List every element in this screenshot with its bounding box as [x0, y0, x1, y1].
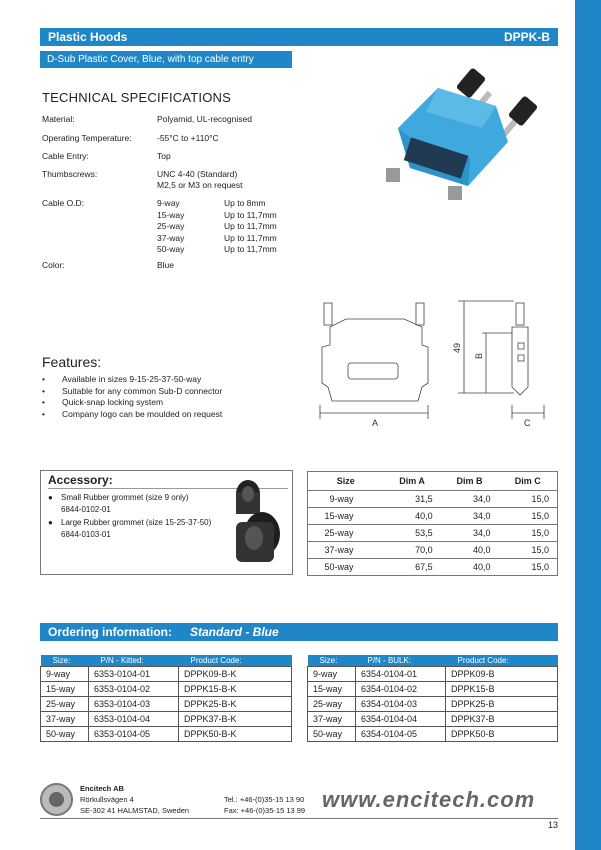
dim-c-label: C	[524, 418, 531, 428]
spec-label-cable-od: Cable O.D:	[42, 198, 85, 208]
table-row	[308, 666, 558, 681]
table-row	[308, 681, 558, 696]
cell: 37-way	[308, 711, 356, 726]
tech-spec-title: TECHNICAL SPECIFICATIONS	[42, 90, 231, 105]
ordering-kitted-table	[40, 655, 292, 742]
cell: 15,0	[498, 525, 557, 542]
address-line: Rörkullsvägen 4	[80, 795, 134, 804]
cable-od-value: Up to 11,7mm	[224, 209, 277, 220]
accessory-item-small	[48, 492, 189, 515]
table-row	[41, 681, 292, 696]
cell: 6353-0104-03	[89, 696, 179, 711]
cell: DPPK50-B	[446, 726, 558, 741]
spec-value-temp: -55°C to +110°C	[157, 133, 219, 143]
thumbscrew-icon	[456, 67, 487, 98]
page-number: 13	[548, 820, 559, 830]
spec-label-color: Color:	[42, 260, 65, 270]
table-row	[41, 711, 292, 726]
table-row	[308, 711, 558, 726]
certification-seal-icon	[40, 783, 73, 816]
footer-divider	[40, 818, 558, 819]
table-row	[41, 666, 292, 681]
cable-od-value: Up to 11,7mm	[224, 232, 277, 243]
cell: 40,0	[384, 508, 441, 525]
cable-od-value: Up to 11,7mm	[224, 221, 277, 231]
table-row	[308, 508, 558, 525]
cell: 53,5	[384, 525, 441, 542]
ordering-bulk-table	[307, 655, 558, 742]
product-subtitle: D-Sub Plastic Cover, Blue, with top cable entry	[40, 51, 292, 68]
cell: 15,0	[498, 542, 557, 559]
dim-a-label: A	[372, 418, 379, 428]
accessory-code: 6844-0103-01	[61, 529, 111, 539]
spec-value-color: Blue	[157, 260, 175, 270]
cell: 15-way	[308, 681, 356, 696]
page-title: Plastic Hoods	[48, 30, 128, 44]
cell: 34,0	[441, 508, 499, 525]
phone-number: Tel.: +46-(0)35-15 13 90	[224, 795, 305, 804]
spec-label-material: Material:	[42, 114, 75, 124]
col-header: Dim C	[498, 472, 557, 491]
cell: 25-way	[308, 525, 384, 542]
product-code: DPPK-B	[503, 30, 550, 44]
cell: 6353-0104-01	[89, 666, 179, 681]
cable-od-size: 25-way	[157, 221, 185, 231]
col-header: P/N - Kitted:	[89, 655, 179, 666]
spec-label-thumbscrews: Thumbscrews:	[42, 169, 98, 179]
spec-label-cable-entry: Cable Entry:	[42, 151, 89, 161]
fax-number: Fax: +46-(0)35-15 13 99	[224, 806, 306, 815]
cell: 9-way	[308, 491, 384, 508]
cell: 6354-0104-01	[356, 666, 446, 681]
cell: DPPK25-B	[446, 696, 558, 711]
cell: 34,0	[441, 525, 499, 542]
bullet-icon: ●	[48, 518, 53, 527]
cell: DPPK37-B-K	[179, 711, 292, 726]
col-header: Size	[308, 472, 384, 491]
website-link[interactable]: www.encitech.com	[322, 787, 536, 812]
cell: 6353-0104-02	[89, 681, 179, 696]
dim-49-label: 49	[452, 342, 462, 353]
address-line: SE-302 41 HALMSTAD, Sweden	[80, 806, 190, 815]
cable-od-size: 50-way	[157, 244, 185, 254]
cell: 37-way	[308, 542, 384, 559]
cell: DPPK15-B-K	[179, 681, 292, 696]
spec-value-thumbscrews-alt: M2,5 or M3 on request	[157, 180, 243, 190]
accessory-code: 6844-0102-01	[61, 504, 111, 514]
dim-b-label: B	[474, 352, 484, 359]
spec-value-cable-entry: Top	[157, 151, 171, 161]
cell: 6353-0104-04	[89, 711, 179, 726]
cell: DPPK15-B	[446, 681, 558, 696]
cell: 15-way	[308, 508, 384, 525]
table-row	[308, 726, 558, 741]
cell: 15,0	[498, 491, 557, 508]
bullet-icon: ●	[48, 493, 53, 502]
cell: DPPK37-B	[446, 711, 558, 726]
accessory-item-large	[48, 517, 211, 540]
cell: 34,0	[441, 491, 499, 508]
cell: 6354-0104-02	[356, 681, 446, 696]
company-name: Encitech AB	[80, 784, 124, 793]
features-list	[42, 374, 222, 420]
table-row	[308, 525, 558, 542]
table-row	[308, 491, 558, 508]
cable-od-value: Up to 8mm	[224, 198, 266, 208]
dimension-table	[307, 471, 558, 576]
col-header: Product Code:	[179, 655, 292, 666]
accessory-name: Large Rubber grommet (size 15-25-37-50)	[61, 518, 212, 527]
col-header: Dim B	[441, 472, 499, 491]
ordering-header	[40, 623, 558, 641]
cell: 25-way	[41, 696, 89, 711]
col-header: Size:	[308, 655, 356, 666]
cell: DPPK50-B-K	[179, 726, 292, 741]
cell: 50-way	[41, 726, 89, 741]
grommet-photo	[222, 478, 288, 570]
accessory-title: Accessory:	[48, 473, 113, 487]
cell: 37-way	[41, 711, 89, 726]
col-header: Size:	[41, 655, 89, 666]
cell: 15,0	[498, 508, 557, 525]
table-row	[41, 696, 292, 711]
cell: 6354-0104-05	[356, 726, 446, 741]
technical-drawing	[318, 295, 563, 430]
cell: 31,5	[384, 491, 441, 508]
cell: 40,0	[441, 542, 499, 559]
cell: DPPK25-B-K	[179, 696, 292, 711]
cable-od-sizes	[157, 198, 184, 256]
spec-value-material: Polyamid, UL-recognised	[157, 114, 252, 124]
table-row	[308, 542, 558, 559]
features-title: Features:	[42, 354, 102, 370]
cell: 15,0	[498, 559, 557, 576]
accessory-name: Small Rubber grommet (size 9 only)	[61, 493, 189, 502]
cable-od-size: 37-way	[157, 232, 185, 243]
table-row	[308, 696, 558, 711]
cell: 50-way	[308, 726, 356, 741]
cell: 9-way	[308, 666, 356, 681]
company-contact	[224, 794, 305, 816]
cell: 50-way	[308, 559, 384, 576]
spec-label-temp: Operating Temperature:	[42, 133, 132, 143]
col-header: P/N - BULK:	[356, 655, 446, 666]
cell: 6354-0104-04	[356, 711, 446, 726]
ordering-header-row	[41, 655, 292, 666]
table-row	[41, 726, 292, 741]
feature-item: • Suitable for any common Sub-D connector	[42, 386, 222, 398]
feature-item: • Available in sizes 9-15-25-37-50-way	[42, 374, 222, 386]
dimension-header-row	[308, 472, 558, 491]
feature-item: • Quick-snap locking system	[42, 397, 222, 409]
cable-od-size: 9-way	[157, 198, 180, 208]
spec-value-thumbscrews: UNC 4-40 (Standard)	[157, 169, 238, 179]
cell: 67,5	[384, 559, 441, 576]
cell: DPPK09-B-K	[179, 666, 292, 681]
cell: 6354-0104-03	[356, 696, 446, 711]
side-accent-bar	[575, 0, 601, 850]
cell: 25-way	[308, 696, 356, 711]
ordering-title: Ordering information:	[48, 625, 172, 639]
cable-od-size: 15-way	[157, 209, 185, 220]
feature-item: • Company logo can be moulded on request	[42, 409, 222, 421]
ordering-header-row	[308, 655, 558, 666]
product-photo	[378, 58, 558, 208]
table-row	[308, 559, 558, 576]
cell: DPPK09-B	[446, 666, 558, 681]
ordering-subtitle: Standard - Blue	[190, 625, 279, 639]
col-header: Dim A	[384, 472, 441, 491]
cell: 6353-0104-05	[89, 726, 179, 741]
cable-od-value: Up to 11,7mm	[224, 244, 277, 254]
cell: 70,0	[384, 542, 441, 559]
cable-od-values	[224, 198, 277, 256]
col-header: Product Code:	[446, 655, 558, 666]
cell: 40,0	[441, 559, 499, 576]
page-header	[40, 28, 558, 46]
cell: 9-way	[41, 666, 89, 681]
cell: 15-way	[41, 681, 89, 696]
company-address	[80, 794, 189, 816]
